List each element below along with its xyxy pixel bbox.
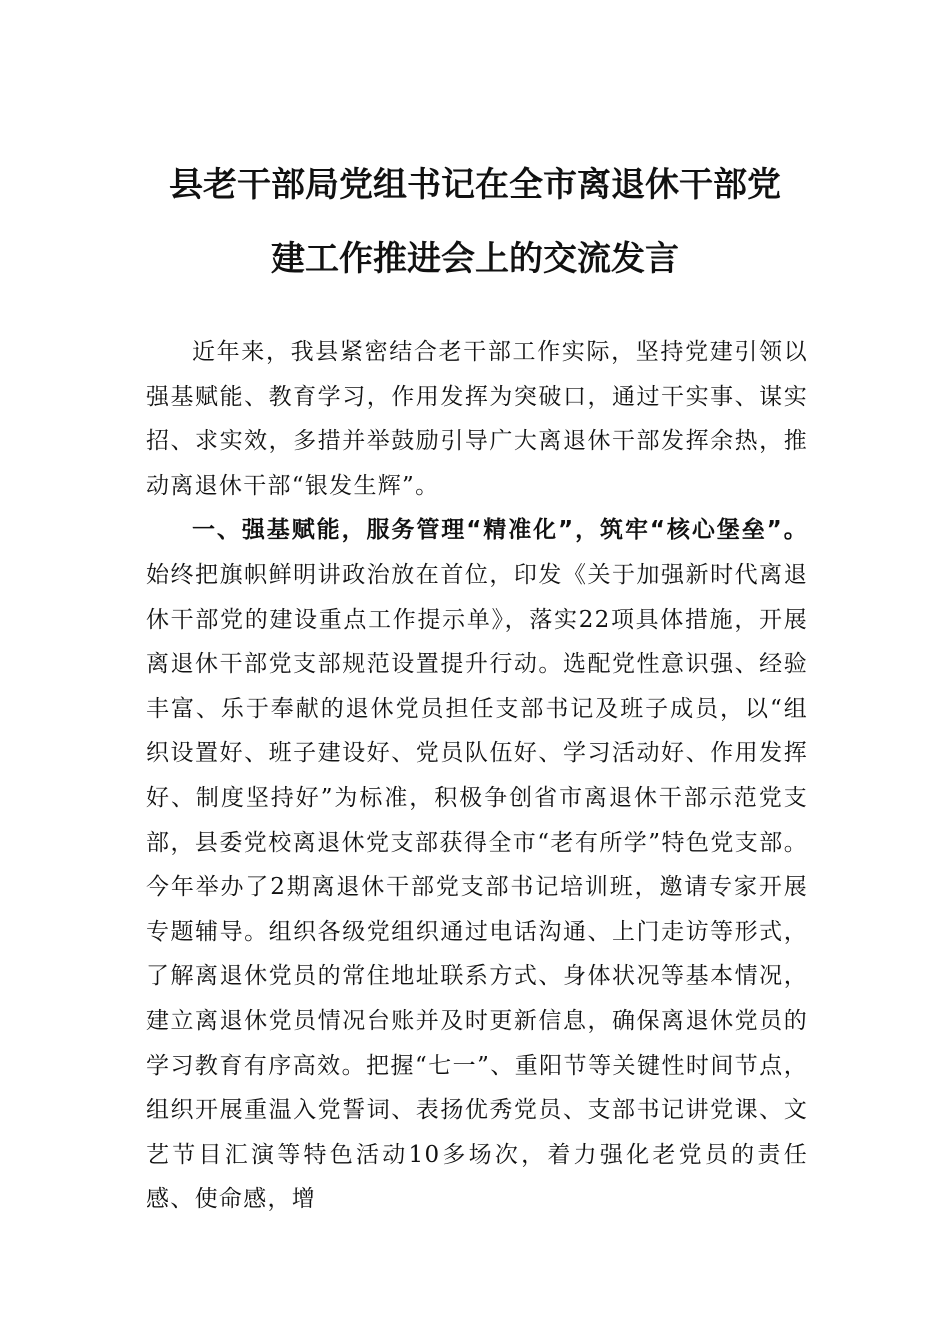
section-1-body: 始终把旗帜鲜明讲政治放在首位，印发《关于加强新时代离退休干部党的建设重点工作提示单》，落实22项具体措施，开展离退休干部党支部规范设置提升行动。选配党性意识强、经验丰富、乐于奉献的退休党员担任支部书记及班子成员，以“组织设置好、班子建设好、党员队伍好、学习活动好、作用发挥好、制度坚持好”为标准，积极争创省市离退休干部示范党支部，县委党校离退休党支部获得全市“老有所学”特色党支部。今年举办了2期离退休干部党支部书记培训班，邀请专家开展专题辅导。组织各级党组织通过电话沟通、上门走访等形式，了解离退休党员的常住地址联系方式、身体状况等基本情况，建立离退休党员情况台账并及时更新信息，确保离退休党员的学习教育有序高效。把握“七一”、重阳节等关键性时间节点，组织开展重温入党誓词、表扬优秀党员、支部书记讲党课、文艺节目汇演等特色活动10多场次，着力强化老党员的责任感、使命感，增 [146,561,808,1213]
document-title [120,148,830,296]
title-line-2: 建工作推进会上的交流发言 [271,239,679,279]
title-line-1: 县老干部局党组书记在全市离退休干部党 [169,165,781,205]
document-body [146,330,808,1222]
section-1-heading: 一、强基赋能，服务管理“精准化”，筑牢“核心堡垒”。 [192,517,808,544]
section-1-paragraph [146,508,808,1222]
intro-paragraph: 近年来，我县紧密结合老干部工作实际，坚持党建引领以强基赋能、教育学习，作用发挥为突破口，通过干实事、谋实招、求实效，多措并举鼓励引导广大离退休干部发挥余热，推动离退休干部“银发生辉”。 [146,339,808,499]
